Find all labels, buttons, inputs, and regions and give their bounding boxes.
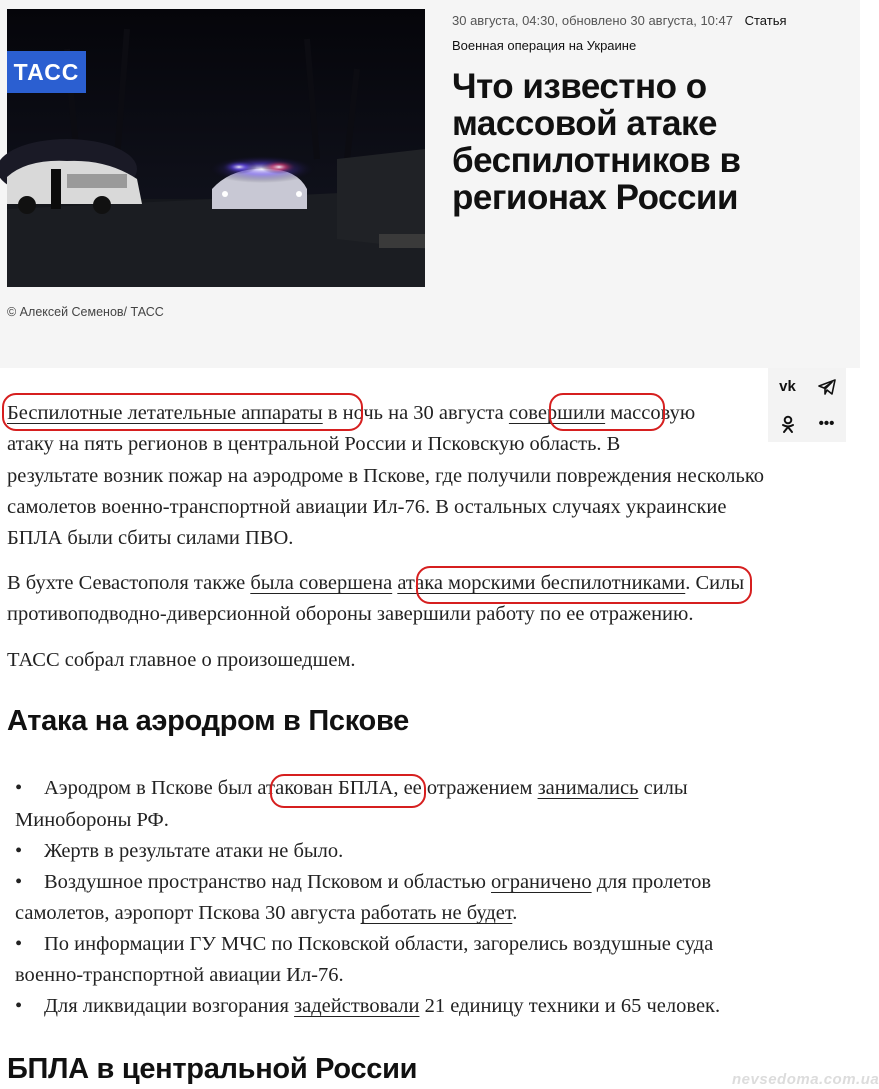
text-fragment: массовую [605, 402, 696, 424]
text-fragment: самолетов, аэропорт Пскова 30 августа [15, 902, 361, 924]
list-item-5 [15, 991, 795, 1022]
vk-icon: vk [779, 378, 796, 395]
page-title: Что известно о массовой атаке беспилотников в регионах России [452, 67, 741, 217]
bullet: • [15, 871, 23, 893]
list-item-1-line-2: Минобороны РФ. [15, 809, 169, 831]
list-item-3-line-2 [15, 898, 795, 929]
list-item-4-line-1 [15, 929, 795, 960]
link-involved[interactable]: задействовали [294, 995, 420, 1017]
text-fragment: Для ликвидации возгорания [44, 995, 295, 1017]
link-committed[interactable]: совершили [508, 402, 606, 424]
text-fragment: 21 единицу техники и 65 человек. [419, 995, 721, 1017]
text-fragment: для пролетов [591, 871, 712, 893]
text-fragment: силы [638, 777, 688, 799]
link-restricted[interactable]: ограничено [491, 871, 592, 893]
paragraph-1-line-5: БПЛА были сбиты силами ПВО. [7, 527, 294, 549]
link-will-not-work[interactable]: работать не будет [360, 902, 513, 924]
tass-logo: ТАСС [7, 51, 86, 93]
text-fragment: , ее отражением [393, 777, 538, 799]
telegram-icon [818, 379, 836, 395]
updated-date: обновлено 30 августа, 10:47 [561, 13, 733, 28]
list-item-2 [15, 836, 795, 867]
bullet: • [15, 933, 23, 955]
paragraph-1-line-1 [7, 398, 797, 429]
paragraph-1-line-3: результате возник пожар на аэродроме в Пскове, где получили повреждения несколько [7, 465, 764, 487]
more-icon: ••• [818, 415, 835, 432]
paragraph-3: ТАСС собрал главное о произошедшем. [7, 649, 356, 671]
paragraph-2-line-2: противоподводно-диверсионной обороны завершили работу по ее отражению. [7, 603, 694, 625]
telegram-share-button[interactable] [807, 368, 846, 405]
link-was-committed[interactable]: была совершена [250, 572, 393, 594]
paragraph-1-line-4: самолетов военно-транспортной авиации Ил-76. В остальных случаях украинские [7, 496, 727, 518]
publish-meta [452, 13, 787, 28]
list-item-1-line-1 [15, 773, 795, 804]
text-fragment: . [512, 902, 518, 924]
text-fragment: По информации ГУ МЧС по Псковской области, загорелись воздушные суда [44, 933, 714, 955]
text-fragment: в ночь на 30 августа [322, 402, 509, 424]
article-type[interactable]: Статья [744, 13, 787, 28]
list-item-4-line-2: военно-транспортной авиации Ил-76. [15, 964, 344, 986]
paragraph-1-line-2: атаку на пять регионов в центральной России и Псковскую область. В [7, 433, 621, 455]
text-attacked: атакован БПЛА [257, 777, 394, 799]
text-fragment: Жертв в результате атаки не было. [44, 840, 344, 862]
text-fragment: В бухте Севастополя также [7, 572, 251, 594]
section-heading-pskov: Атака на аэродром в Пскове [7, 705, 409, 737]
link-drones[interactable]: Беспилотные летательные аппараты [7, 402, 323, 424]
link-sea-drones[interactable]: атака морскими беспилотниками [397, 572, 686, 594]
rubric-link[interactable]: Военная операция на Украине [452, 38, 637, 53]
section-heading-central-russia: БПЛА в центральной России [7, 1053, 418, 1085]
bullet: • [15, 777, 23, 799]
text-fragment: Воздушное пространство над Псковом и областью [44, 871, 492, 893]
photo-credit: © Алексей Семенов/ ТАСС [7, 305, 164, 319]
list-item-3-line-1 [15, 867, 795, 898]
text-fragment: . Силы [685, 572, 745, 594]
link-engaged[interactable]: занимались [537, 777, 639, 799]
bullet: • [15, 995, 23, 1017]
bullet: • [15, 840, 23, 862]
more-share-button[interactable] [807, 405, 846, 442]
hero-photo [7, 9, 425, 287]
publish-date: 30 августа, 04:30, [452, 13, 559, 28]
text-fragment: Аэродром в Пскове был [44, 777, 258, 799]
watermark: nevsedoma.com.ua [732, 1071, 879, 1088]
paragraph-2-line-1 [7, 568, 797, 599]
